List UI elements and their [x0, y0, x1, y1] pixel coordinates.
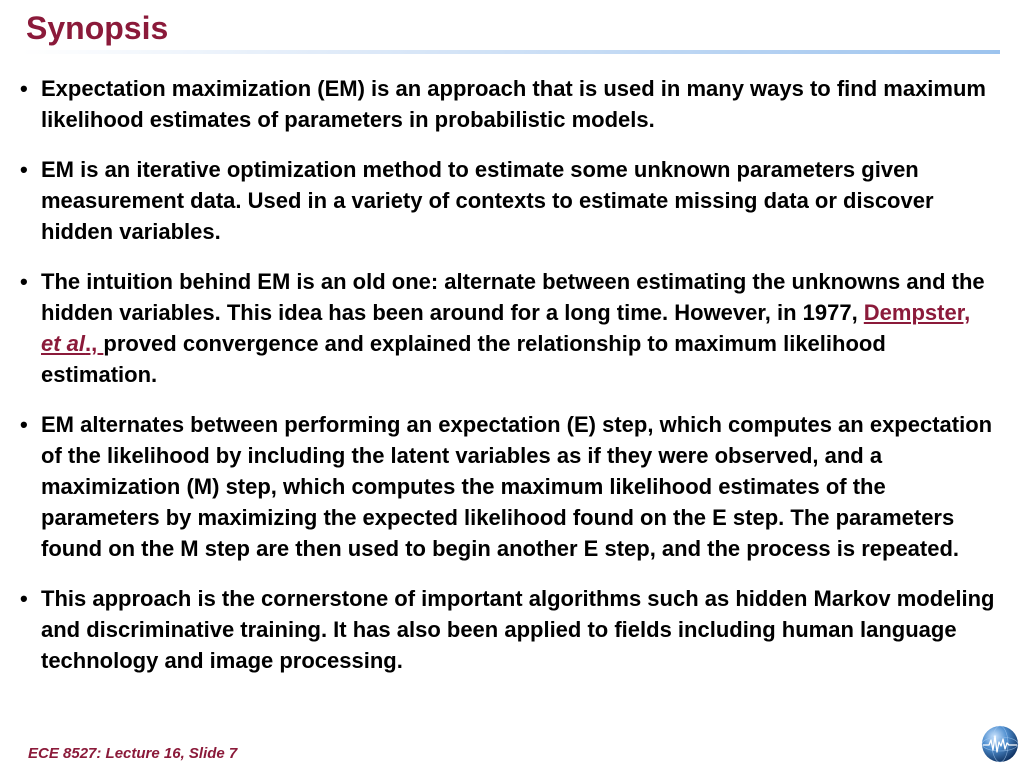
globe-signal-logo-icon — [980, 724, 1020, 764]
bullet-item — [20, 409, 995, 564]
link-et-al: et al — [41, 331, 86, 356]
bullet-item — [20, 154, 995, 247]
bullet-text: This approach is the cornerstone of important algorithms such as hidden Markov modeling and discriminative training. It has also been applied to fields including human language technology and image processing. — [41, 586, 995, 673]
bullet-text: EM is an iterative optimization method to estimate some unknown parameters given measurement data. Used in a variety of contexts to estimate missing data or discover hidden variables. — [41, 157, 934, 244]
bullet-item — [20, 266, 995, 390]
bullet-text: Expectation maximization (EM) is an approach that is used in many ways to find maximum likelihood estimates of parameters in probabilistic models. — [41, 76, 986, 132]
slide-title: Synopsis — [26, 10, 169, 46]
bullet-text: EM alternates between performing an expectation (E) step, which computes an expectation of the likelihood by including the latent variables as if they were observed, and a maximization (M) step, which computes the maximum likelihood estimates of the parameters by maximizing the expected likelihood found on the E step. The parameters found on the M step are then used to begin another E step, and the process is repeated. — [41, 412, 993, 561]
bullet-text-after-link: proved convergence and explained the relationship to maximum likelihood estimation. — [41, 331, 886, 387]
bullet-marker: • — [20, 586, 28, 611]
title-divider — [22, 50, 1000, 54]
bullet-marker: • — [20, 157, 28, 182]
bullet-marker: • — [20, 412, 28, 437]
bullet-marker: • — [20, 269, 28, 294]
bullet-item — [20, 583, 995, 676]
link-tail: ., — [85, 331, 104, 356]
link-author: Dempster, — [863, 300, 971, 325]
bullet-marker: • — [20, 76, 28, 101]
bullet-text-before-link: The intuition behind EM is an old one: alternate between estimating the unknowns and the hidden variables. This idea has been around for a long time. However, in 1977, — [41, 269, 985, 325]
slide-footer: ECE 8527: Lecture 16, Slide 7 — [28, 745, 238, 762]
bullet-item — [20, 73, 995, 135]
bullet-list — [20, 73, 995, 695]
